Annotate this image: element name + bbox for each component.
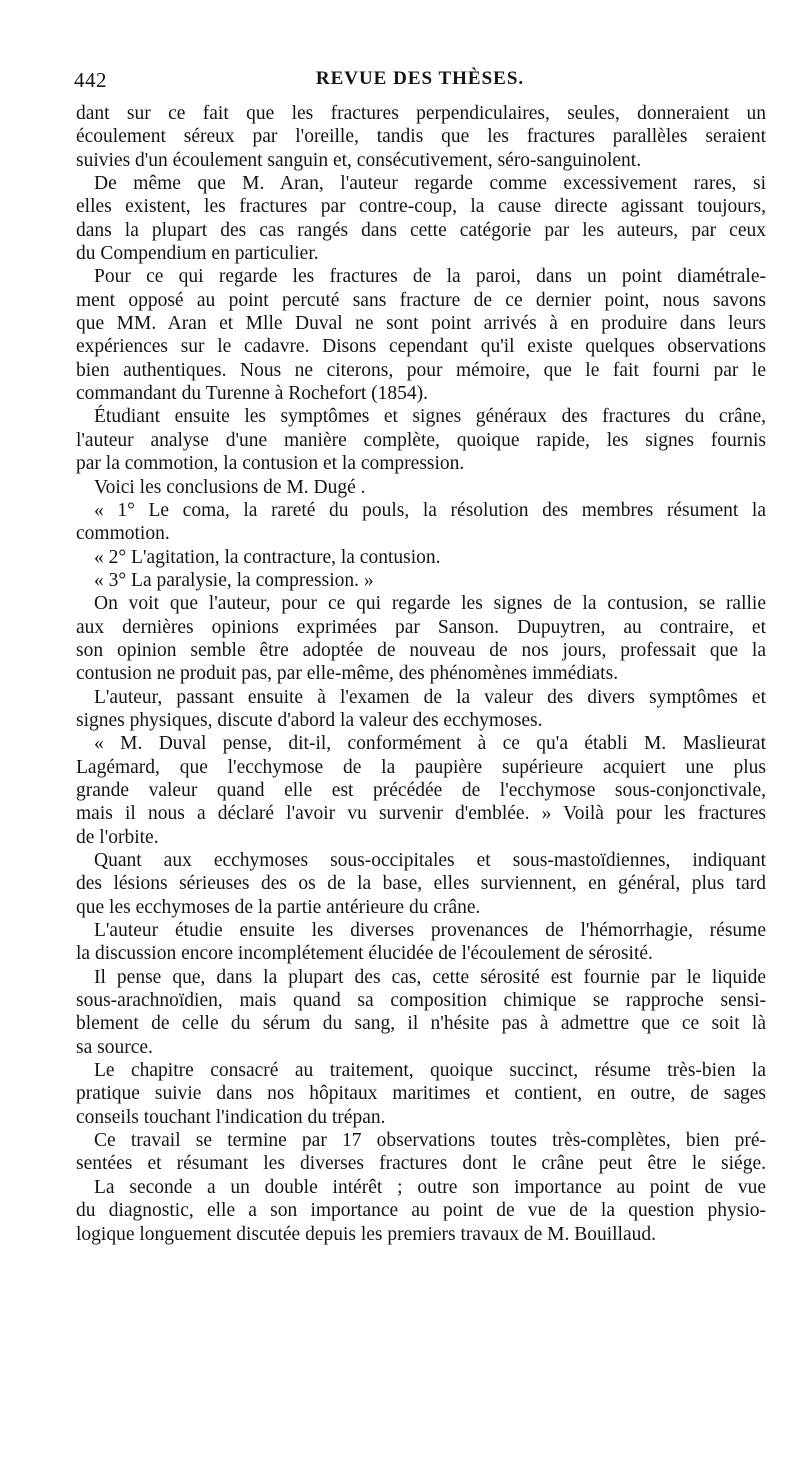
text-line: du Compendium en particulier. xyxy=(76,243,319,265)
text-line: l'auteur analyse d'une manière complète, quoique rapide, les signes fournis xyxy=(76,429,766,451)
text-line: De même que M. Aran, l'auteur regarde comme excessivement rares, si xyxy=(94,173,766,195)
body-text xyxy=(76,102,766,1246)
text-line: L'auteur, passant ensuite à l'examen de la valeur des divers symptômes et xyxy=(94,686,766,708)
text-line: dans la plupart des cas rangés dans cette catégorie par les auteurs, par ceux xyxy=(76,219,766,241)
text-line: Le chapitre consacré au traitement, quoique succinct, résume très-bien la xyxy=(94,1060,766,1082)
text-line: que les ecchymoses de la partie antérieure du crâne. xyxy=(76,896,481,918)
text-line: logique longuement discutée depuis les premiers travaux de M. Bouillaud. xyxy=(76,1223,656,1245)
text-line: Il pense que, dans la plupart des cas, cette sérosité est fournie par le liquide xyxy=(94,966,766,988)
text-line: ment opposé au point percuté sans fracture de ce dernier point, nous savons xyxy=(76,289,766,311)
text-line: suivies d'un écoulement sanguin et, consécutivement, séro-sanguinolent. xyxy=(76,149,642,171)
text-line: que MM. Aran et Mlle Duval ne sont point arrivés à en produire dans leurs xyxy=(76,313,766,335)
text-line: conseils touchant l'indication du trépan. xyxy=(76,1106,386,1128)
text-line: commandant du Turenne à Rochefort (1854). xyxy=(76,383,429,405)
text-line: du diagnostic, elle a son importance au point de vue de la question physio- xyxy=(76,1200,766,1222)
text-line: Voici les conclusions de M. Dugé . xyxy=(94,476,366,498)
text-line: blement de celle du sérum du sang, il n'hésite pas à admettre que ce soit là xyxy=(76,1013,766,1035)
text-line: sa source. xyxy=(76,1036,153,1058)
text-line: mais il nous a déclaré l'avoir vu survenir d'emblée. » Voilà pour les fractures xyxy=(76,803,766,825)
text-line: pratique suivie dans nos hôpitaux maritimes et contient, en outre, de sages xyxy=(76,1083,766,1105)
text-line: « 1° Le coma, la rareté du pouls, la résolution des membres résument la xyxy=(94,499,766,521)
text-line: Pour ce qui regarde les fractures de la paroi, dans un point diamétrale- xyxy=(94,266,766,288)
text-line: de l'orbite. xyxy=(76,826,159,848)
text-line: dant sur ce fait que les fractures perpendiculaires, seules, donneraient un xyxy=(76,103,766,124)
text-line: sous-arachnoïdien, mais quand sa composition chimique se rapproche sensi- xyxy=(76,990,766,1012)
text-line: par la commotion, la contusion et la compression. xyxy=(76,453,465,475)
text-line: commotion. xyxy=(76,523,170,545)
text-line: « M. Duval pense, dit-il, conformément à ce qu'a établi M. Maslieurat xyxy=(94,733,766,755)
text-line: elles existent, les fractures par contre-coup, la cause directe agissant toujours, xyxy=(76,196,766,218)
text-line: écoulement séreux par l'oreille, tandis que les fractures parallèles seraient xyxy=(76,126,766,148)
text-line: La seconde a un double intérêt ; outre son importance au point de vue xyxy=(94,1176,766,1198)
text-line: aux dernières opinions exprimées par Sanson. Dupuytren, au contraire, et xyxy=(76,616,766,638)
page-number: 442 xyxy=(74,68,107,92)
text-line: signes physiques, discute d'abord la valeur des ecchymoses. xyxy=(76,709,543,731)
page-header xyxy=(74,66,766,100)
text-line: L'auteur étudie ensuite les diverses provenances de l'hémorrhagie, résume xyxy=(94,920,766,942)
text-line: bien authentiques. Nous ne citerons, pour mémoire, que le fait fourni par le xyxy=(76,359,766,381)
text-line: expériences sur le cadavre. Disons cependant qu'il existe quelques observations xyxy=(76,336,766,358)
text-line: « 3° La paralysie, la compression. » xyxy=(94,569,374,591)
text-line: contusion ne produit pas, par elle-même, des phénomènes immédiats. xyxy=(76,663,619,685)
text-line: sentées et résumant les diverses fractures dont le crâne peut être le siége. xyxy=(76,1153,766,1175)
running-title: REVUE DES THÈSES. xyxy=(315,68,525,89)
text-line: On voit que l'auteur, pour ce qui regarde les signes de la contusion, se rallie xyxy=(94,593,766,615)
text-line: des lésions sérieuses des os de la base, elles surviennent, en général, plus tard xyxy=(76,873,766,895)
text-line: « 2° L'agitation, la contracture, la contusion. xyxy=(94,546,441,568)
text-line: Lagémard, que l'ecchymose de la paupière supérieure acquiert une plus xyxy=(76,756,766,778)
text-line: la discussion encore incomplétement élucidée de l'écoulement de sérosité. xyxy=(76,943,653,965)
text-line: Ce travail se termine par 17 observations toutes très-complètes, bien pré- xyxy=(94,1130,766,1152)
text-line: son opinion semble être adoptée de nouveau de nos jours, professait que la xyxy=(76,639,766,661)
text-line: grande valeur quand elle est précédée de l'ecchymose sous-conjonctivale, xyxy=(76,779,766,801)
text-line: Étudiant ensuite les symptômes et signes généraux des fractures du crâne, xyxy=(94,406,766,428)
text-line: Quant aux ecchymoses sous-occipitales et sous-mastoïdiennes, indiquant xyxy=(94,850,766,871)
